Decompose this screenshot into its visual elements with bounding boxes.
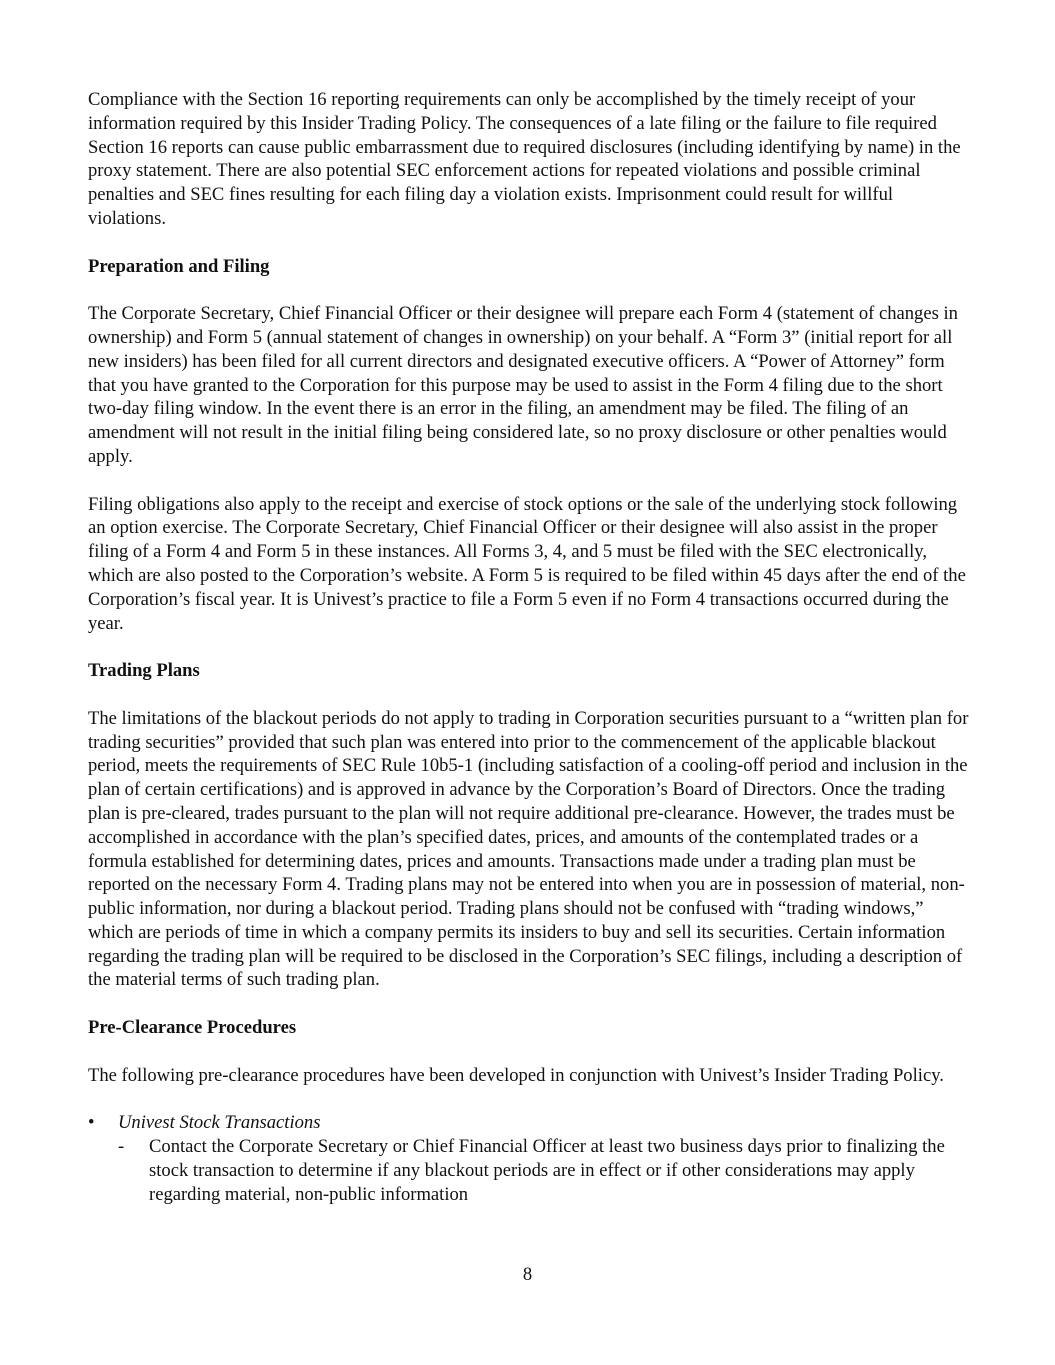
paragraph-pre-clearance-intro: The following pre-clearance procedures have been developed in conjunction with Univest’s Insider Trading Policy. bbox=[88, 1064, 944, 1086]
paragraph-preparation: The Corporate Secretary, Chief Financial Officer or their designee will prepare each Form 4 (statement of changes in ownership) and Form 5 (annual statement of changes in ownership) on your behalf. A “Form 3” (initial report for all new insiders) has been filed for all current directors and designated executive officers. A “Power of Attorney” form that you have granted to the Corporation for this purpose may be used to assist in the Form 4 filing due to the short two-day filing window. In the event there is an error in the filing, an amendment may be filed. The filing of an amendment will not result in the initial filing being considered late, so no proxy disclosure or other penalties would apply. bbox=[88, 303, 958, 467]
list-item bbox=[88, 1111, 973, 1206]
sub-list-item bbox=[118, 1135, 973, 1206]
heading-trading-plans: Trading Plans bbox=[88, 660, 200, 682]
heading-preparation-and-filing: Preparation and Filing bbox=[88, 255, 270, 277]
procedures-list bbox=[88, 1111, 973, 1206]
paragraph-section16-compliance: Compliance with the Section 16 reporting requirements can only be accomplished by the timely receipt of your information required by this Insider Trading Policy. The consequences of a late filing or the failure to file required Section 16 reports can cause public embarrassment due to required disclosures (including identifying by name) in the proxy statement. There are also potential SEC enforcement actions for repeated violations and possible criminal penalties and SEC fines resulting for each filing day a violation exists. Imprisonment could result for willful violations. bbox=[88, 89, 961, 229]
sub-list bbox=[118, 1135, 973, 1206]
heading-pre-clearance-procedures: Pre-Clearance Procedures bbox=[88, 1017, 297, 1039]
document-page bbox=[88, 88, 973, 1206]
sub-list-item-text: Contact the Corporate Secretary or Chief Financial Officer at least two business days prior to finalizing the stock transaction to determine if any blackout periods are in effect or if other considerations may apply regarding material, non-public information bbox=[149, 1136, 945, 1205]
paragraph-trading-plans: The limitations of the blackout periods do not apply to trading in Corporation securities pursuant to a “written plan for trading securities” provided that such plan was entered into prior to the commencement of the applicable blackout period, meets the requirements of SEC Rule 10b5-1 (including satisfaction of a cooling-off period and inclusion in the plan of certain certifications) and is approved in advance by the Corporation’s Board of Directors. Once the trading plan is pre-cleared, trades pursuant to the plan will not require additional pre-clearance. However, the trades must be accomplished in accordance with the plan’s specified dates, prices, and amounts of the contemplated trades or a formula established for determining dates, prices and amounts. Transactions made under a trading plan must be reported on the necessary Form 4. Trading plans may not be entered into when you are in possession of material, non-public information, nor during a blackout period. Trading plans should not be confused with “trading windows,” which are periods of time in which a company permits its insiders to buy and sell its securities. Certain information regarding the trading plan will be required to be disclosed in the Corporation’s SEC filings, including a description of the material terms of such trading plan. bbox=[88, 707, 969, 991]
bullet-icon: • bbox=[88, 1112, 95, 1134]
dash-icon: - bbox=[118, 1136, 125, 1158]
list-item-title: Univest Stock Transactions bbox=[118, 1112, 321, 1134]
paragraph-filing-obligations: Filing obligations also apply to the receipt and exercise of stock options or the sale of the underlying stock following an option exercise. The Corporate Secretary, Chief Financial Officer or their designee will also assist in the proper filing of a Form 4 and Form 5 in these instances. All Forms 3, 4, and 5 must be filed with the SEC electronically, which are also posted to the Corporation’s website. A Form 5 is required to be filed within 45 days after the end of the Corporation’s fiscal year. It is Univest’s practice to file a Form 5 even if no Form 4 transactions occurred during the year. bbox=[88, 493, 966, 634]
page-number: 8 bbox=[522, 1264, 533, 1285]
